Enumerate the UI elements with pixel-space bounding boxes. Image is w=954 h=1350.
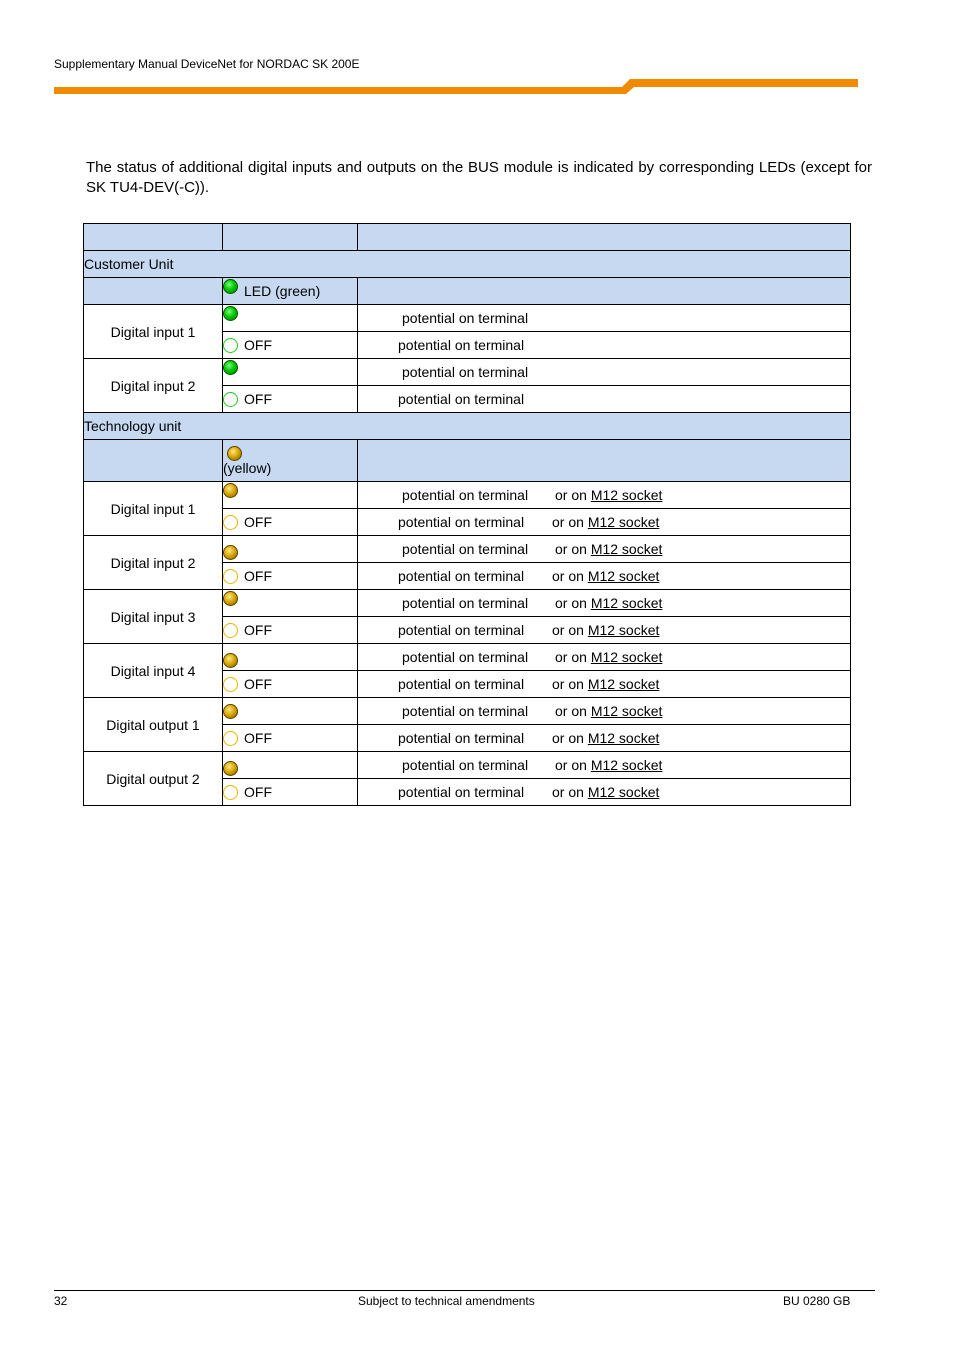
table-header-row (84, 224, 851, 251)
table-row: Digital input 1 potential on terminal or on M12 socket (84, 482, 851, 509)
table-row: Digital input 1 potential on terminal (84, 305, 851, 332)
m12-socket-link[interactable]: M12 socket (590, 703, 663, 719)
m12-socket-link[interactable]: M12 socket (587, 676, 660, 692)
m12-socket-link[interactable]: M12 socket (590, 541, 663, 557)
signal-name: Digital input 1 (84, 482, 223, 536)
table-row: Digital input 2 potential on terminal (84, 359, 851, 386)
signal-name: Digital input 4 (84, 644, 223, 698)
table-row: Digital input 3 potential on terminal or on M12 socket (84, 590, 851, 617)
m12-socket-link[interactable]: M12 socket (587, 730, 660, 746)
yellow-led-off-icon (223, 623, 238, 638)
yellow-led-on-icon (223, 591, 238, 606)
footer-notice: Subject to technical amendments (358, 1294, 535, 1308)
m12-socket-link[interactable]: M12 socket (587, 784, 660, 800)
m12-socket-link[interactable]: M12 socket (590, 757, 663, 773)
technology-subheader-row: (yellow) (84, 440, 851, 482)
table-row: OFF potential on terminal or on M12 socket (84, 563, 851, 590)
table-row: OFF potential on terminal (84, 386, 851, 413)
green-led-on-icon (223, 306, 238, 321)
green-led-off-icon (223, 338, 238, 353)
yellow-led-on-icon (223, 653, 238, 668)
yellow-led-off-icon (223, 677, 238, 692)
m12-socket-link[interactable]: M12 socket (587, 568, 660, 584)
yellow-led-off-icon (223, 569, 238, 584)
green-led-icon (223, 279, 238, 294)
intro-paragraph: The status of additional digital inputs and outputs on the BUS module is indicated by corresponding LEDs (except for SK TU4-DEV(-C)). (86, 159, 872, 196)
yellow-led-off-icon (223, 515, 238, 530)
table-row: OFF potential on terminal or on M12 socket (84, 725, 851, 752)
table-row: Digital output 1 potential on terminal or on M12 socket (84, 698, 851, 725)
table-row: OFF potential on terminal or on M12 socket (84, 617, 851, 644)
yellow-led-off-icon (223, 785, 238, 800)
header-orange-bar (54, 78, 858, 96)
signal-name: Digital input 3 (84, 590, 223, 644)
m12-socket-link[interactable]: M12 socket (590, 487, 663, 503)
signal-name: Digital input 2 (84, 359, 223, 413)
m12-socket-link[interactable]: M12 socket (590, 649, 663, 665)
yellow-led-icon (227, 446, 242, 461)
signal-name: Digital output 1 (84, 698, 223, 752)
yellow-led-on-icon (223, 545, 238, 560)
yellow-led-on-icon (223, 483, 238, 498)
table-row: Digital output 2 potential on terminal or on M12 socket (84, 752, 851, 779)
customer-subheader-row: LED (green) (84, 278, 851, 305)
yellow-led-on-icon (223, 704, 238, 719)
table-row: OFF potential on terminal or on M12 socket (84, 509, 851, 536)
signal-name: Digital input 1 (84, 305, 223, 359)
m12-socket-link[interactable]: M12 socket (587, 514, 660, 530)
section-technology-unit: Technology unit (84, 413, 851, 440)
yellow-led-off-icon (223, 731, 238, 746)
table-row: Digital input 4 potential on terminal or on M12 socket (84, 644, 851, 671)
footer-divider (54, 1290, 875, 1291)
table-row: OFF potential on terminal or on M12 socket (84, 779, 851, 806)
table-row: Digital input 2 potential on terminal or on M12 socket (84, 536, 851, 563)
m12-socket-link[interactable]: M12 socket (587, 622, 660, 638)
section-customer-unit: Customer Unit (84, 251, 851, 278)
table-row: OFF potential on terminal (84, 332, 851, 359)
document-header-title: Supplementary Manual DeviceNet for NORDAC SK 200E (54, 57, 360, 71)
signal-name: Digital output 2 (84, 752, 223, 806)
page-number: 32 (54, 1294, 68, 1308)
signal-name: Digital input 2 (84, 536, 223, 590)
yellow-led-on-icon (223, 761, 238, 776)
m12-socket-link[interactable]: M12 socket (590, 595, 663, 611)
green-led-on-icon (223, 360, 238, 375)
green-led-off-icon (223, 392, 238, 407)
document-id: BU 0280 GB (783, 1294, 851, 1308)
led-status-table (83, 223, 851, 806)
table-row: OFF potential on terminal or on M12 socket (84, 671, 851, 698)
